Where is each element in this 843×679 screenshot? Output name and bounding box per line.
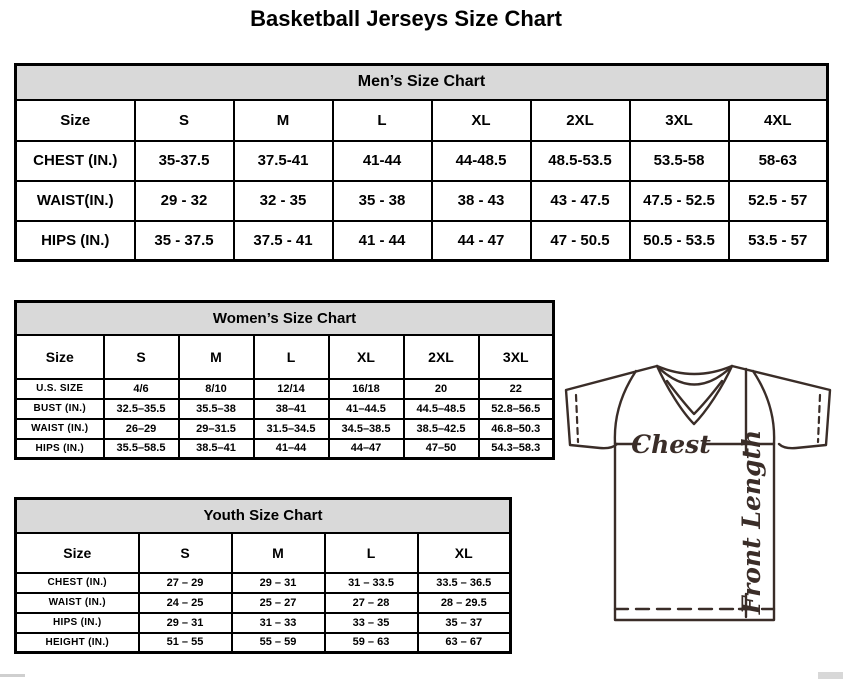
size-cell: M <box>179 335 254 379</box>
size-cell: 3XL <box>479 335 554 379</box>
table-cell: 29 - 32 <box>135 181 234 221</box>
youth-size-table <box>14 497 512 654</box>
table-cell: 8/10 <box>179 379 254 399</box>
table-cell: 24 – 25 <box>139 593 232 613</box>
mens-size-row <box>16 100 828 141</box>
womens-table-header-row <box>16 302 554 335</box>
row-label: WAIST (IN.) <box>16 593 139 613</box>
mens-hips-row <box>16 221 828 261</box>
jersey-icon <box>556 354 842 630</box>
table-cell: 44 - 47 <box>432 221 531 261</box>
table-cell: 51 – 55 <box>139 633 232 653</box>
table-cell: 44-48.5 <box>432 141 531 181</box>
table-cell: 27 – 28 <box>325 593 418 613</box>
row-label: U.S. SIZE <box>16 379 104 399</box>
table-cell: 41 - 44 <box>333 221 432 261</box>
mens-size-table <box>14 63 829 262</box>
youth-hips-row <box>16 613 511 633</box>
table-cell: 31.5–34.5 <box>254 419 329 439</box>
row-label: BUST (IN.) <box>16 399 104 419</box>
size-header-cell: Size <box>16 100 135 141</box>
table-cell: 41-44 <box>333 141 432 181</box>
row-label: CHEST (IN.) <box>16 141 135 181</box>
table-cell: 35-37.5 <box>135 141 234 181</box>
size-cell: XL <box>418 533 511 573</box>
youth-size-row <box>16 533 511 573</box>
row-label: WAIST (IN.) <box>16 419 104 439</box>
table-cell: 52.8–56.5 <box>479 399 554 419</box>
row-label: CHEST (IN.) <box>16 573 139 593</box>
table-cell: 28 – 29.5 <box>418 593 511 613</box>
womens-table-title: Women’s Size Chart <box>16 302 554 335</box>
youth-waist-row <box>16 593 511 613</box>
size-header-cell: Size <box>16 533 139 573</box>
table-cell: 50.5 - 53.5 <box>630 221 729 261</box>
table-cell: 44–47 <box>329 439 404 459</box>
jersey-right-cuff-stitch <box>818 395 820 442</box>
mens-waist-row <box>16 181 828 221</box>
table-cell: 55 – 59 <box>232 633 325 653</box>
row-label: HIPS (IN.) <box>16 221 135 261</box>
mens-chest-row <box>16 141 828 181</box>
jersey-collar-arc-top <box>657 366 732 374</box>
table-cell: 53.5 - 57 <box>729 221 828 261</box>
table-cell: 16/18 <box>329 379 404 399</box>
row-label: HEIGHT (IN.) <box>16 633 139 653</box>
chest-label: Chest <box>631 430 711 459</box>
table-cell: 4/6 <box>104 379 179 399</box>
row-label: WAIST(IN.) <box>16 181 135 221</box>
table-cell: 43 - 47.5 <box>531 181 630 221</box>
size-cell: M <box>232 533 325 573</box>
size-cell: S <box>135 100 234 141</box>
table-cell: 33 – 35 <box>325 613 418 633</box>
table-cell: 54.3–58.3 <box>479 439 554 459</box>
table-cell: 41–44 <box>254 439 329 459</box>
table-cell: 58-63 <box>729 141 828 181</box>
womens-waist-row <box>16 419 554 439</box>
table-cell: 33.5 – 36.5 <box>418 573 511 593</box>
youth-chest-row <box>16 573 511 593</box>
table-cell: 32.5–35.5 <box>104 399 179 419</box>
table-cell: 63 – 67 <box>418 633 511 653</box>
table-cell: 35 - 37.5 <box>135 221 234 261</box>
jersey-left-cuff-stitch <box>576 395 578 442</box>
jersey-measurement-diagram <box>556 354 842 630</box>
womens-hips-row <box>16 439 554 459</box>
youth-height-row <box>16 633 511 653</box>
size-cell: L <box>333 100 432 141</box>
size-cell: L <box>325 533 418 573</box>
size-cell: XL <box>329 335 404 379</box>
front-length-label: Front Length <box>737 429 766 615</box>
size-header-cell: Size <box>16 335 104 379</box>
mens-table-title: Men’s Size Chart <box>16 65 828 100</box>
table-cell: 59 – 63 <box>325 633 418 653</box>
table-cell: 47 - 50.5 <box>531 221 630 261</box>
mens-table-header-row <box>16 65 828 100</box>
table-cell: 34.5–38.5 <box>329 419 404 439</box>
table-cell: 41–44.5 <box>329 399 404 419</box>
table-cell: 35 – 37 <box>418 613 511 633</box>
table-cell: 48.5-53.5 <box>531 141 630 181</box>
table-cell: 38.5–42.5 <box>404 419 479 439</box>
table-cell: 47–50 <box>404 439 479 459</box>
womens-ussize-row <box>16 379 554 399</box>
youth-table-header-row <box>16 499 511 533</box>
table-cell: 44.5–48.5 <box>404 399 479 419</box>
womens-size-table <box>14 300 555 460</box>
scrollbar-fragment-left <box>0 674 25 677</box>
table-cell: 37.5 - 41 <box>234 221 333 261</box>
size-cell: S <box>139 533 232 573</box>
size-cell: XL <box>432 100 531 141</box>
table-cell: 31 – 33 <box>232 613 325 633</box>
table-cell: 22 <box>479 379 554 399</box>
table-cell: 53.5-58 <box>630 141 729 181</box>
size-cell: M <box>234 100 333 141</box>
table-cell: 35.5–58.5 <box>104 439 179 459</box>
table-cell: 26–29 <box>104 419 179 439</box>
youth-table-title: Youth Size Chart <box>16 499 511 533</box>
size-cell: 4XL <box>729 100 828 141</box>
size-cell: L <box>254 335 329 379</box>
row-label: HIPS (IN.) <box>16 439 104 459</box>
scrollbar-fragment-right <box>818 672 843 679</box>
table-cell: 47.5 - 52.5 <box>630 181 729 221</box>
table-cell: 35.5–38 <box>179 399 254 419</box>
size-cell: 2XL <box>531 100 630 141</box>
table-cell: 38 - 43 <box>432 181 531 221</box>
table-cell: 29 – 31 <box>139 613 232 633</box>
table-cell: 52.5 - 57 <box>729 181 828 221</box>
table-cell: 12/14 <box>254 379 329 399</box>
table-cell: 29 – 31 <box>232 573 325 593</box>
size-cell: S <box>104 335 179 379</box>
womens-size-row <box>16 335 554 379</box>
table-cell: 35 - 38 <box>333 181 432 221</box>
table-cell: 38.5–41 <box>179 439 254 459</box>
size-cell: 2XL <box>404 335 479 379</box>
table-cell: 20 <box>404 379 479 399</box>
table-cell: 46.8–50.3 <box>479 419 554 439</box>
table-cell: 25 – 27 <box>232 593 325 613</box>
row-label: HIPS (IN.) <box>16 613 139 633</box>
table-cell: 27 – 29 <box>139 573 232 593</box>
table-cell: 29–31.5 <box>179 419 254 439</box>
table-cell: 38–41 <box>254 399 329 419</box>
womens-bust-row <box>16 399 554 419</box>
size-cell: 3XL <box>630 100 729 141</box>
table-cell: 32 - 35 <box>234 181 333 221</box>
table-cell: 37.5-41 <box>234 141 333 181</box>
table-cell: 31 – 33.5 <box>325 573 418 593</box>
page-title: Basketball Jerseys Size Chart <box>250 6 562 31</box>
